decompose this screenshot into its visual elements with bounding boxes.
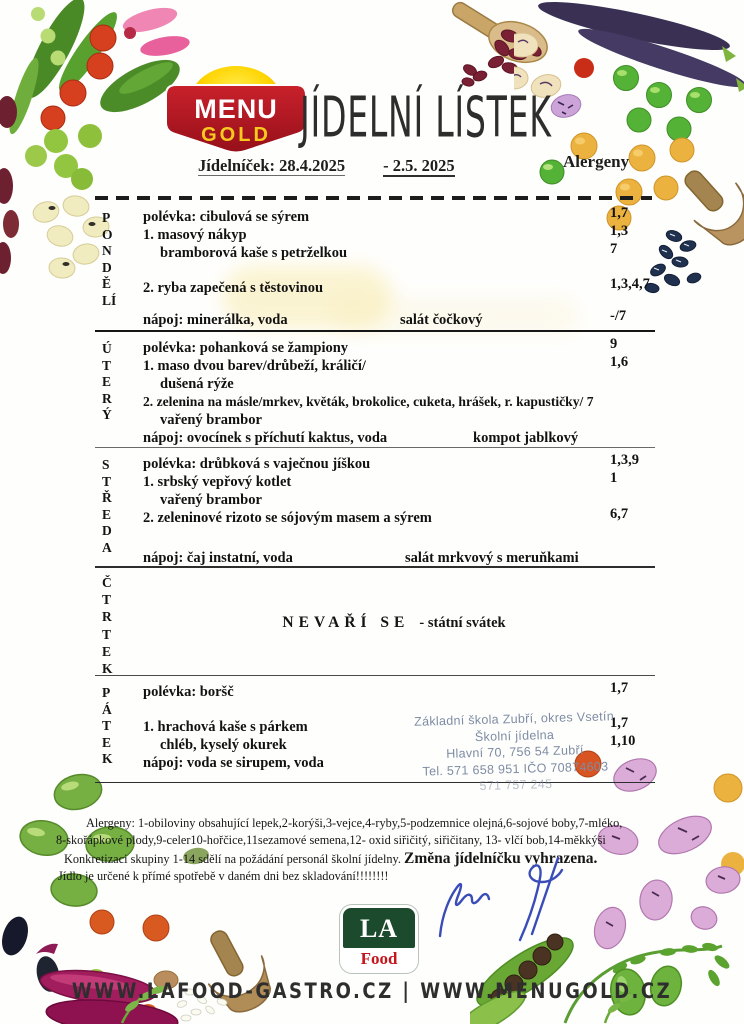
allergen-codes: -/7 xyxy=(610,308,627,324)
stamp-line: 571 757 245 xyxy=(479,776,553,794)
dish-text: polévka: cibulová se sýrem xyxy=(143,209,310,225)
drink-text: nápoj: voda se sirupem, voda xyxy=(143,755,324,771)
allergen-codes: 1 xyxy=(610,470,618,486)
allergen-codes: 1,7 xyxy=(610,680,629,696)
allergen-codes: 1,7 xyxy=(610,715,629,731)
menu-row xyxy=(143,241,655,263)
note-bold: Změna jídelníčku vyhrazena. xyxy=(404,850,598,867)
no-cooking-text: NEVAŘÍ SE xyxy=(282,614,410,631)
allergen-codes: 1,6 xyxy=(610,354,629,370)
allergen-footnotes xyxy=(56,815,712,884)
menu-row xyxy=(143,715,655,737)
logo-text-menu: MENU xyxy=(194,94,278,124)
menu-row xyxy=(143,205,655,227)
menu-row xyxy=(143,506,655,528)
side-dish-text: kompot jablkový xyxy=(473,430,579,446)
no-cooking-notice xyxy=(143,614,645,632)
allergen-codes: 6,7 xyxy=(610,506,629,522)
drink-text: nápoj: čaj instatní, voda xyxy=(143,550,293,566)
dish-text: 1. masový nákyp xyxy=(143,227,247,243)
dish-text: polévka: pohanková se žampiony xyxy=(143,340,349,356)
weekly-menu xyxy=(95,201,655,783)
allergen-codes: 7 xyxy=(610,241,618,257)
dish-text: 2. zeleninové rizoto se sójovým masem a sýrem xyxy=(143,510,432,526)
dish-text: dušená rýže xyxy=(160,376,234,392)
menu-row xyxy=(143,376,655,394)
day-section-monday xyxy=(95,201,655,332)
holiday-text: - státní svátek xyxy=(419,615,506,631)
menu-row xyxy=(143,470,655,492)
dish-text: 2. ryba zapečená s těstovinou xyxy=(143,280,324,296)
drink-text: nápoj: minerálka, voda xyxy=(143,312,288,328)
menu-row xyxy=(143,550,655,568)
allergen-codes: 1,3,9 xyxy=(610,452,639,468)
side-dish-text: salát mrkvový s meruňkami xyxy=(405,550,579,566)
day-section-thursday xyxy=(95,568,655,676)
allergen-codes: 1,3,4,7 xyxy=(610,276,650,292)
allergen-codes: 9 xyxy=(610,336,618,352)
allergen-codes: 1,10 xyxy=(610,733,636,749)
menu-row xyxy=(143,430,655,448)
allergen-codes: 1,3 xyxy=(610,223,629,239)
day-section-tuesday xyxy=(95,332,655,448)
menu-row xyxy=(143,452,655,474)
day-name-monday: PONDĚLÍ xyxy=(102,210,117,308)
la-food-logo-top: LA xyxy=(343,908,415,948)
menu-row xyxy=(143,412,655,430)
day-name-wednesday: STŘEDA xyxy=(102,457,112,555)
menu-row xyxy=(143,394,655,412)
menu-row xyxy=(143,354,655,376)
dashed-separator xyxy=(95,196,652,200)
footer-websites: WWW.LAFOOD-GASTRO.CZ | WWW.MENUGOLD.CZ xyxy=(71,978,673,1005)
day-name-tuesday: ÚTERÝ xyxy=(102,341,112,423)
page-title: JÍDELNÍ LÍSTEK xyxy=(300,84,552,150)
date-label: Jídelníček: 28.4.2025 xyxy=(198,156,346,175)
menu-row xyxy=(143,223,655,245)
allergens-column-header: Alergeny xyxy=(563,152,630,171)
dish-text: vařený brambor xyxy=(160,412,262,428)
dish-text: 2. zelenina na másle/mrkev, květák, brokolice, cuketa, hrášek, r. kapustičky/ 7 xyxy=(143,394,594,409)
dish-text: bramborová kaše s petrželkou xyxy=(160,245,348,261)
day-section-friday xyxy=(95,676,655,783)
menu-gold-logo xyxy=(160,58,312,170)
consumption-note: Jídlo je určené k přímé spotřebě v daném dni bez skladování!!!!!!!! xyxy=(58,868,389,883)
handwritten-signature xyxy=(420,852,595,944)
date-range xyxy=(198,156,455,176)
menu-row xyxy=(143,755,655,773)
dish-text: chléb, kyselý okurek xyxy=(160,737,287,753)
menu-row xyxy=(143,492,655,510)
note-regular: Konkretizaci skupiny 1-14 sdělí na požádání personál školní jídelny. xyxy=(64,852,405,866)
dish-text: vařený brambor xyxy=(160,492,262,508)
dish-text: 1. srbský vepřový kotlet xyxy=(143,474,292,490)
menu-row xyxy=(143,308,655,330)
menu-change-note xyxy=(56,851,712,868)
stamp-line: Základní škola Zubří, okres Vsetín xyxy=(413,709,615,729)
stamp-line: Školní jídelna xyxy=(474,727,555,744)
menu-row xyxy=(143,276,655,298)
dish-text: 1. maso dvou barev/drůbeží, králičí/ xyxy=(143,358,366,374)
menu-row xyxy=(143,336,655,358)
allergen-list-line1: Alergeny: 1-obiloviny obsahující lepek,2-korýši,3-vejce,4-ryby,5-podzemnice olejná,6-sojové boby,7-mléko, xyxy=(86,816,623,830)
day-section-wednesday xyxy=(95,448,655,568)
day-name-thursday: ČTRTEK xyxy=(102,575,113,677)
menu-row xyxy=(143,680,655,702)
la-food-logo-bottom: Food xyxy=(360,949,398,968)
dish-text: polévka: drůbková s vaječnou jíškou xyxy=(143,456,371,472)
stamp-line: Tel. 571 658 951 IČO 70874603 xyxy=(422,758,609,779)
drink-text: nápoj: ovocínek s příchutí kaktus, voda xyxy=(143,430,388,446)
date-end: - 2.5. 2025 xyxy=(383,156,455,175)
stamp-line: Hlavní 70, 756 54 Zubří xyxy=(446,743,584,761)
side-dish-text: salát čočkový xyxy=(400,312,483,328)
dish-text: 1. hrachová kaše s párkem xyxy=(143,719,308,735)
day-name-friday: PÁTEK xyxy=(102,685,113,767)
allergen-list-line2: 8-skořápkové plody,9-celer10-hořčice,11sezamové semena,12- oxid siřičitý, siřičitany, 13- vlčí bob,14-měkkýši xyxy=(56,832,606,847)
logo-text-gold: GOLD xyxy=(201,124,271,146)
allergen-codes: 1,7 xyxy=(610,205,629,221)
dish-text: polévka: boršč xyxy=(143,684,234,700)
la-food-logo xyxy=(340,905,418,973)
